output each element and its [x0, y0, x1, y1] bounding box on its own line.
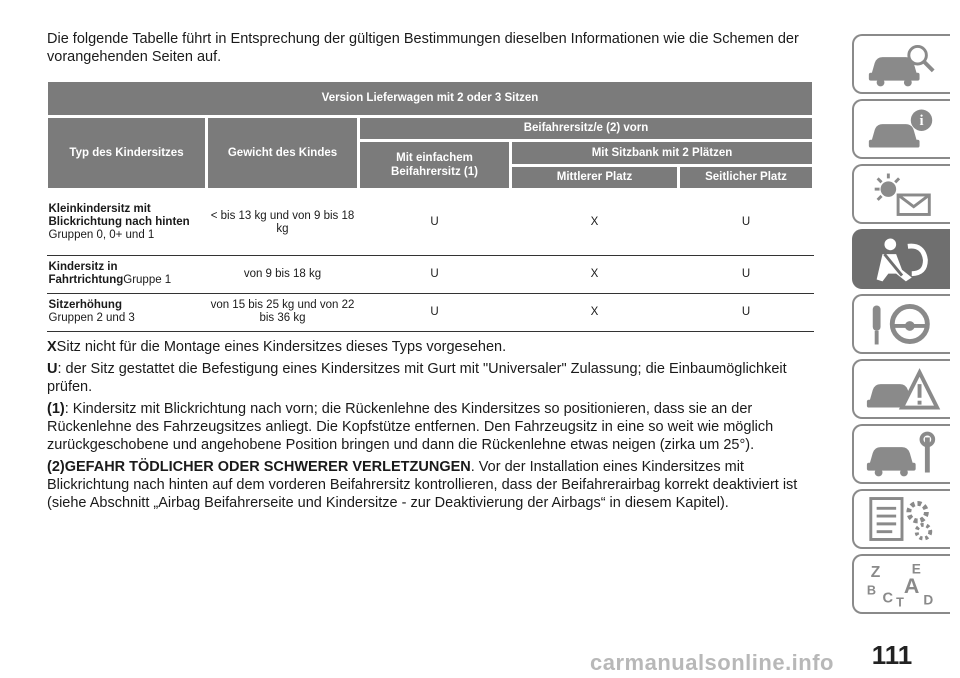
key-steering-wheel-icon: [863, 299, 941, 349]
tab-car-info[interactable]: [852, 99, 950, 159]
middle-seat-header: Mittlerer Platz: [511, 165, 679, 189]
seat-group: Gruppen 2 und 3: [48, 312, 135, 324]
single-seat-value: U: [359, 255, 511, 293]
tab-car-search[interactable]: [852, 34, 950, 94]
note-x: [47, 338, 815, 356]
passenger-seat-header: Beifahrersitz/e (2) vorn: [359, 116, 814, 140]
car-search-icon: [863, 39, 941, 89]
svg-text:B: B: [866, 583, 877, 598]
warning-light-envelope-icon: [863, 169, 941, 219]
note-x-text: Sitz nicht für die Montage eines Kindersitzes dieses Typs vorgesehen.: [56, 339, 507, 355]
child-seat-table: [45, 82, 815, 332]
col-header-type: Typ des Kindersitzes: [47, 116, 207, 189]
child-weight: von 15 bis 25 kg und von 22 bis 36 kg: [207, 293, 359, 331]
seat-type-name: Kindersitz in Fahrtrichtung: [48, 261, 124, 286]
intro-paragraph: Die folgende Tabelle führt in Entsprechung der gültigen Bestimmungen dieselben Informationen wie die Schemen der vorangehenden Seiten auf.: [47, 31, 799, 65]
table-row: [47, 293, 814, 331]
svg-text:A: A: [903, 573, 920, 598]
car-wrench-icon: [863, 429, 941, 479]
note-1-text: : Kindersitz mit Blickrichtung nach vorn; die Rückenlehne des Kindersitzes so positionieren, dass sie an der Rückenlehne des Fahrzeugsitzes anliegt. Die Kopfstütze entfernen. Den Fahrzeugsitz in eine so weit wie möglich zurückgeschobene und angehobene Position bringen und dann die Rückenlehne etwas neigen (zirka um 25°).: [47, 401, 774, 453]
table-row: [47, 255, 814, 293]
child-weight: von 9 bis 18 kg: [207, 255, 359, 293]
seat-group: Gruppe 1: [123, 274, 172, 286]
note-x-key: X: [47, 339, 57, 355]
tab-warning-lights[interactable]: [852, 164, 950, 224]
single-seat-value: U: [359, 293, 511, 331]
tab-index[interactable]: [852, 554, 950, 614]
note-2: [47, 458, 815, 512]
table-row: [47, 189, 814, 255]
side-seat-value: U: [679, 293, 814, 331]
note-2-key: (2)GEFAHR TÖDLICHER ODER SCHWERER VERLETZUNGEN: [47, 459, 471, 475]
tab-starting-driving[interactable]: [852, 294, 950, 354]
alphabet-index-icon: [863, 559, 941, 609]
note-1: [47, 400, 815, 454]
single-seat-value: U: [359, 189, 511, 255]
seat-type-name: Kleinkindersitz mit Blickrichtung nach hinten: [48, 203, 190, 228]
side-seat-value: U: [679, 189, 814, 255]
middle-seat-value: X: [511, 293, 679, 331]
child-weight: < bis 13 kg und von 9 bis 18 kg: [207, 189, 359, 255]
side-seat-header: Seitlicher Platz: [679, 165, 814, 189]
car-warning-triangle-icon: [863, 364, 941, 414]
side-seat-value: U: [679, 255, 814, 293]
svg-text:D: D: [923, 592, 934, 608]
notes: [47, 338, 815, 516]
svg-text:T: T: [896, 595, 904, 609]
note-1-key: (1): [47, 401, 65, 417]
bench-header: Mit Sitzbank mit 2 Plätzen: [511, 140, 814, 165]
single-seat-header: Mit einfachem Beifahrersitz (1): [359, 140, 511, 189]
list-gears-icon: [863, 494, 941, 544]
page-number: 111: [871, 640, 913, 670]
middle-seat-value: X: [511, 189, 679, 255]
tab-safety[interactable]: [852, 229, 950, 289]
note-u-key: U: [47, 361, 58, 377]
note-2-text: . Vor der Installation eines Kindersitzes mit Blickrichtung nach hinten auf dem vorderen Beifahrersitz kontrollieren, dass der Beifahrerairbag korrekt deaktiviert ist (siehe Abschnitt „Airbag Beifahrerseite und Kindersitze - zur Deaktivierung der Airbags“ in diesem Kapitel).: [47, 459, 798, 511]
seatbelt-airbag-icon: [863, 234, 941, 284]
note-u-text: : der Sitz gestattet die Befestigung eines Kindersitzes mit Gurt mit "Universaler" Zulassung; die Einbaumöglichkeit prüfen.: [47, 361, 787, 395]
tab-emergency[interactable]: [852, 359, 950, 419]
svg-text:Z: Z: [870, 564, 881, 582]
note-u: [47, 360, 815, 396]
tab-technical-data[interactable]: [852, 489, 950, 549]
seat-type-name: Sitzerhöhung: [48, 299, 122, 311]
tab-maintenance[interactable]: [852, 424, 950, 484]
version-header: Version Lieferwagen mit 2 oder 3 Sitzen: [47, 82, 814, 116]
seat-group: Gruppen 0, 0+ und 1: [48, 229, 155, 241]
svg-text:C: C: [882, 590, 894, 607]
col-header-weight: Gewicht des Kindes: [207, 116, 359, 189]
car-info-icon: [863, 104, 941, 154]
chapter-sidebar: [852, 34, 957, 619]
watermark: carmanualsonline.info: [590, 650, 834, 675]
middle-seat-value: X: [511, 255, 679, 293]
svg-text:E: E: [911, 561, 921, 577]
svg-text:i: i: [919, 113, 924, 130]
